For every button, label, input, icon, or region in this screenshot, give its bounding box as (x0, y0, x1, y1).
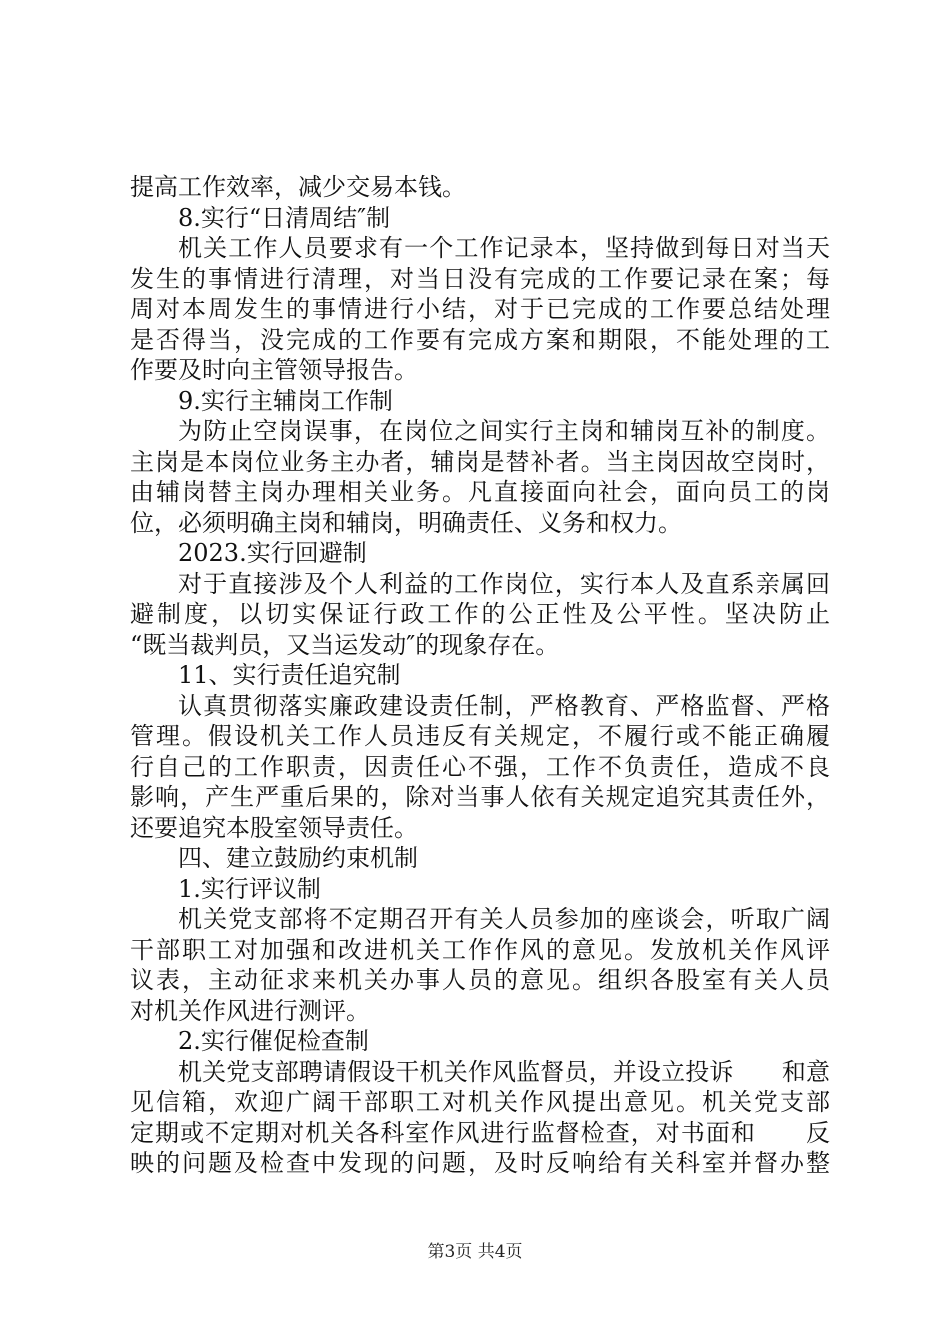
body-text-line: 机关党支部将不定期召开有关人员参加的座谈会，听取广阔 (178, 905, 830, 933)
body-text-line: 对于直接涉及个人利益的工作岗位，实行本人及直系亲属回 (178, 569, 830, 598)
body-text-line: 为防止空岗误事，在岗位之间实行主岗和辅岗互补的制度。 (178, 417, 830, 445)
section-heading: 四、建立鼓励约束机制 (178, 844, 418, 872)
section-heading: 2023.实行回避制 (178, 539, 367, 567)
body-text-line: 对机关作风进行测评。 (130, 996, 370, 1025)
body-text-line: 认真贯彻落实廉政建设责任制，严格教育、严格监督、严格 (178, 691, 830, 720)
body-text-line: 主岗是本岗位业务主办者，辅岗是替补者。当主岗因故空岗时， (130, 447, 830, 476)
body-text-line: 干部职工对加强和改进机关工作作风的意见。发放机关作风评 (130, 935, 830, 964)
body-text-line: 周对本周发生的事情进行小结，对于已完成的工作要总结处理 (130, 295, 830, 323)
body-text-line: 提高工作效率，减少交易本钱。 (130, 173, 466, 201)
body-text-line: “既当裁判员，又当运发动″的现象存在。 (130, 630, 560, 659)
body-text-line: 位，必须明确主岗和辅岗，明确责任、义务和权力。 (130, 508, 682, 537)
body-text-line: 作要及时向主管领导报告。 (130, 356, 418, 384)
body-text-line: 是否得当，没完成的工作要有完成方案和期限，不能处理的工 (130, 325, 830, 354)
body-text-line: 行自己的工作职责，因责任心不强，工作不负责任，造成不良 (130, 752, 830, 781)
body-text-line: 机关党支部聘请假设干机关作风监督员，并设立投诉 和意 (178, 1057, 830, 1086)
body-text-line: 管理。假设机关工作人员违反有关规定，不履行或不能正确履 (130, 722, 830, 750)
page-number-footer: 第3页 共4页 (427, 1242, 523, 1262)
body-text-line: 还要追究本股室领导责任。 (130, 813, 418, 842)
section-heading: 2.实行催促检查制 (178, 1027, 369, 1055)
body-text-line: 避制度，以切实保证行政工作的公正性及公平性。坚决防止 (130, 600, 830, 628)
body-text-line: 见信箱，欢迎广阔干部职工对机关作风提出意见。机关党支部 (130, 1088, 830, 1116)
body-text-line: 发生的事情进行清理，对当日没有完成的工作要记录在案；每 (130, 264, 830, 293)
body-text-line: 影响，产生严重后果的，除对当事人依有关规定追究其责任外， (130, 783, 830, 811)
section-heading: 11、实行责任追究制 (178, 661, 401, 689)
section-heading: 1.实行评议制 (178, 874, 321, 903)
body-text-line: 议表，主动征求来机关办事人员的意见。组织各股室有关人员 (130, 966, 830, 994)
section-heading: 8.实行“日清周结″制 (178, 203, 391, 232)
section-heading: 9.实行主辅岗工作制 (178, 386, 393, 415)
body-text-line: 由辅岗替主岗办理相关业务。凡直接面向社会，面向员工的岗 (130, 478, 830, 506)
body-text-line: 映的问题及检查中发现的问题，及时反响给有关科室并督办整 (130, 1149, 830, 1177)
body-text-line: 定期或不定期对机关各科室作风进行监督检查，对书面和 反 (130, 1118, 830, 1147)
body-text-line: 机关工作人员要求有一个工作记录本，坚持做到每日对当天 (178, 234, 830, 262)
